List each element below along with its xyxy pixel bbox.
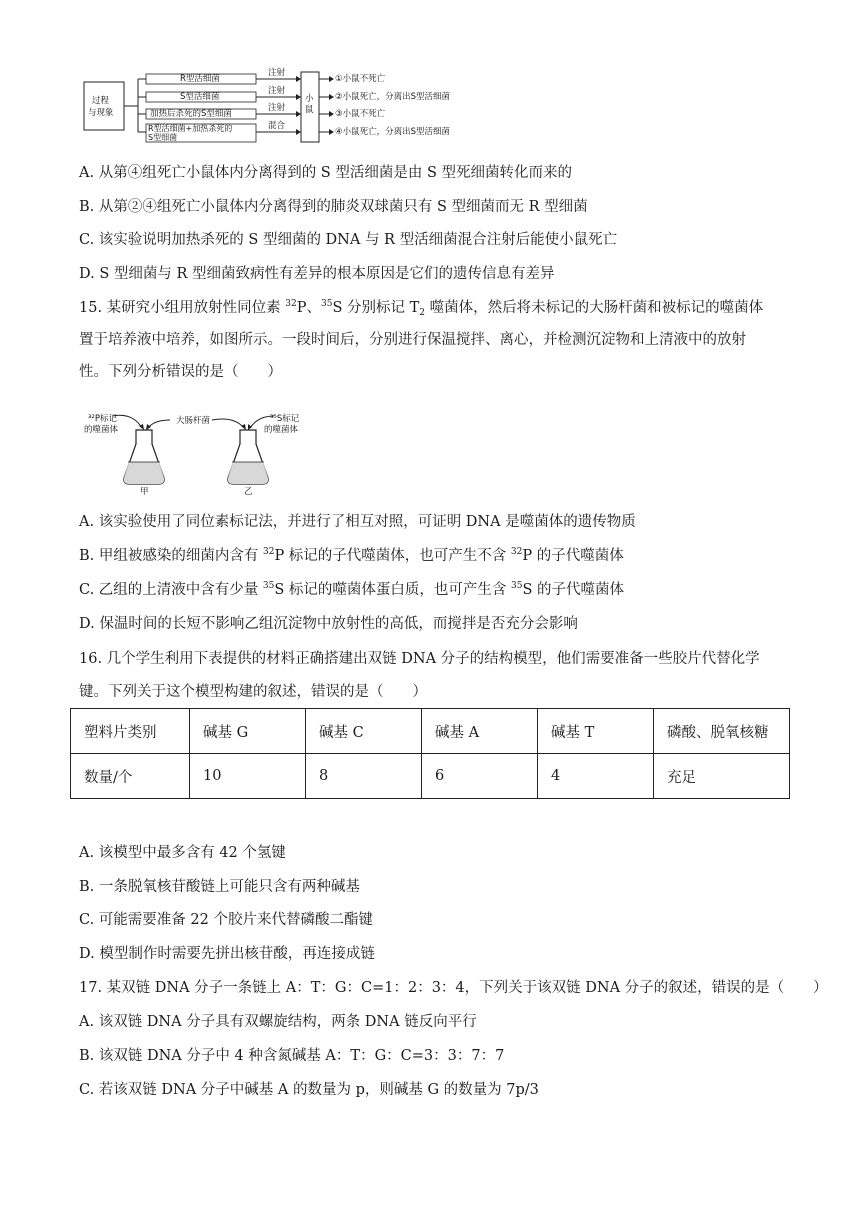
diagram-left-label-1: 过程	[92, 96, 110, 106]
table-cell: 6	[422, 754, 538, 799]
phage-labeling-figure	[84, 400, 314, 500]
group-4-label-line2: S型细菌	[148, 133, 178, 142]
q16-stem-line2: 键。下列关于这个模型构建的叙述，错误的是（ ）	[79, 684, 427, 700]
flask-yi-label: 乙	[244, 487, 253, 497]
p32-label-line2: 的噬菌体	[84, 425, 119, 435]
table-cell: 磷酸、脱氧核糖	[654, 709, 790, 754]
q15-stem-line3: 性。下列分析错误的是（ ）	[79, 364, 282, 380]
result-3: ③小鼠不死亡	[335, 109, 386, 119]
group-4-label-line1: R型活细菌+加热杀死的	[148, 124, 233, 133]
action-2: 注射	[268, 86, 286, 96]
table-header-row	[71, 709, 790, 754]
ecoli-label: 大肠杆菌	[176, 416, 211, 426]
s35-label-line2: 的噬菌体	[264, 425, 299, 435]
flask-jia-label: 甲	[140, 487, 149, 497]
q17-stem: 17. 某双链 DNA 分子一条链上 A：T：G：C=1：2：3：4，下列关于该双链 DNA 分子的叙述，错误的是（ ）	[79, 980, 828, 996]
q17-option-a: A. 该双链 DNA 分子具有双螺旋结构，两条 DNA 链反向平行	[79, 1014, 477, 1030]
q17-option-c: C. 若该双链 DNA 分子中碱基 A 的数量为 p，则碱基 G 的数量为 7p/3	[79, 1082, 539, 1098]
transformation-experiment-diagram	[82, 70, 482, 145]
table-row	[71, 754, 790, 799]
table-cell: 数量/个	[71, 754, 190, 799]
q15-stem-line2: 置于培养液中培养，如图所示。一段时间后，分别进行保温搅拌、离心，并检测沉淀物和上清液中的放射	[79, 332, 746, 348]
q15-stem-line1: 15. 某研究小组用放射性同位素 $^{32}$P、$^{35}$S 分别标记 $T_2$ 噬菌体，然后将未标记的大肠杆菌和被标记的噬菌体	[79, 299, 764, 318]
q16-option-c: C. 可能需要准备 22 个胶片来代替磷酸二酯键	[79, 912, 373, 928]
q15-option-d: D. 保温时间的长短不影响乙组沉淀物中放射性的高低，而搅拌是否充分会影响	[79, 616, 578, 632]
table-cell: 10	[190, 754, 306, 799]
q17-option-b: B. 该双链 DNA 分子中 4 种含氮碱基 A：T：G：C=3：3：7：7	[79, 1048, 505, 1064]
materials-table	[70, 708, 790, 799]
mouse-label: 小鼠	[305, 94, 314, 115]
action-4: 混合	[268, 121, 286, 131]
table-cell: 碱基 G	[190, 709, 306, 754]
q15-option-a: A. 该实验使用了同位素标记法，并进行了相互对照，可证明 DNA 是噬菌体的遗传物质	[79, 514, 636, 530]
action-1: 注射	[268, 68, 286, 78]
q14-option-a: A. 从第④组死亡小鼠体内分离得到的 S 型活细菌是由 S 型死细菌转化而来的	[79, 165, 572, 181]
q14-option-c: C. 该实验说明加热杀死的 S 型细菌的 DNA 与 R 型活细菌混合注射后能使小鼠死亡	[79, 232, 618, 248]
table-cell: 4	[538, 754, 654, 799]
q16-option-b: B. 一条脱氧核苷酸链上可能只含有两种碱基	[79, 879, 360, 895]
q16-stem-line1: 16. 几个学生利用下表提供的材料正确搭建出双链 DNA 分子的结构模型，他们需要准备一些胶片代替化学	[79, 651, 760, 667]
table-cell: 碱基 C	[306, 709, 422, 754]
diagram-left-label-2: 与现象	[88, 108, 114, 118]
table-cell: 8	[306, 754, 422, 799]
q15-option-c: C. 乙组的上清液中含有少量 $^{35}$S 标记的噬菌体蛋白质，也可产生含 $^{35}$S 的子代噬菌体	[79, 581, 625, 598]
group-3-label: 加热后杀死的S型细菌	[150, 109, 232, 119]
action-3: 注射	[268, 103, 286, 113]
p32-label-line1: ³²P标记	[88, 414, 117, 424]
result-2: ②小鼠死亡，分离出S型活细菌	[335, 92, 451, 102]
q14-option-d: D. S 型细菌与 R 型细菌致病性有差异的根本原因是它们的遗传信息有差异	[79, 266, 555, 282]
table-cell: 碱基 T	[538, 709, 654, 754]
s35-label-line1: ³⁵S标记	[270, 414, 300, 424]
result-4: ④小鼠死亡，分离出S型活细菌	[335, 127, 451, 137]
q14-option-b: B. 从第②④组死亡小鼠体内分离得到的肺炎双球菌只有 S 型细菌而无 R 型细菌	[79, 199, 588, 215]
group-1-label: R型活细菌	[180, 74, 220, 84]
group-2-label: S型活细菌	[180, 92, 220, 102]
q16-option-a: A. 该模型中最多含有 42 个氢键	[79, 845, 286, 861]
table-cell: 塑料片类别	[71, 709, 190, 754]
table-cell: 碱基 A	[422, 709, 538, 754]
table-cell: 充足	[654, 754, 790, 799]
q16-option-d: D. 模型制作时需要先拼出核苷酸，再连接成链	[79, 946, 375, 962]
q15-option-b: B. 甲组被感染的细菌内含有 $^{32}$P 标记的子代噬菌体，也可产生不含 $^{32}$P 的子代噬菌体	[79, 547, 624, 564]
result-1: ①小鼠不死亡	[335, 74, 386, 84]
